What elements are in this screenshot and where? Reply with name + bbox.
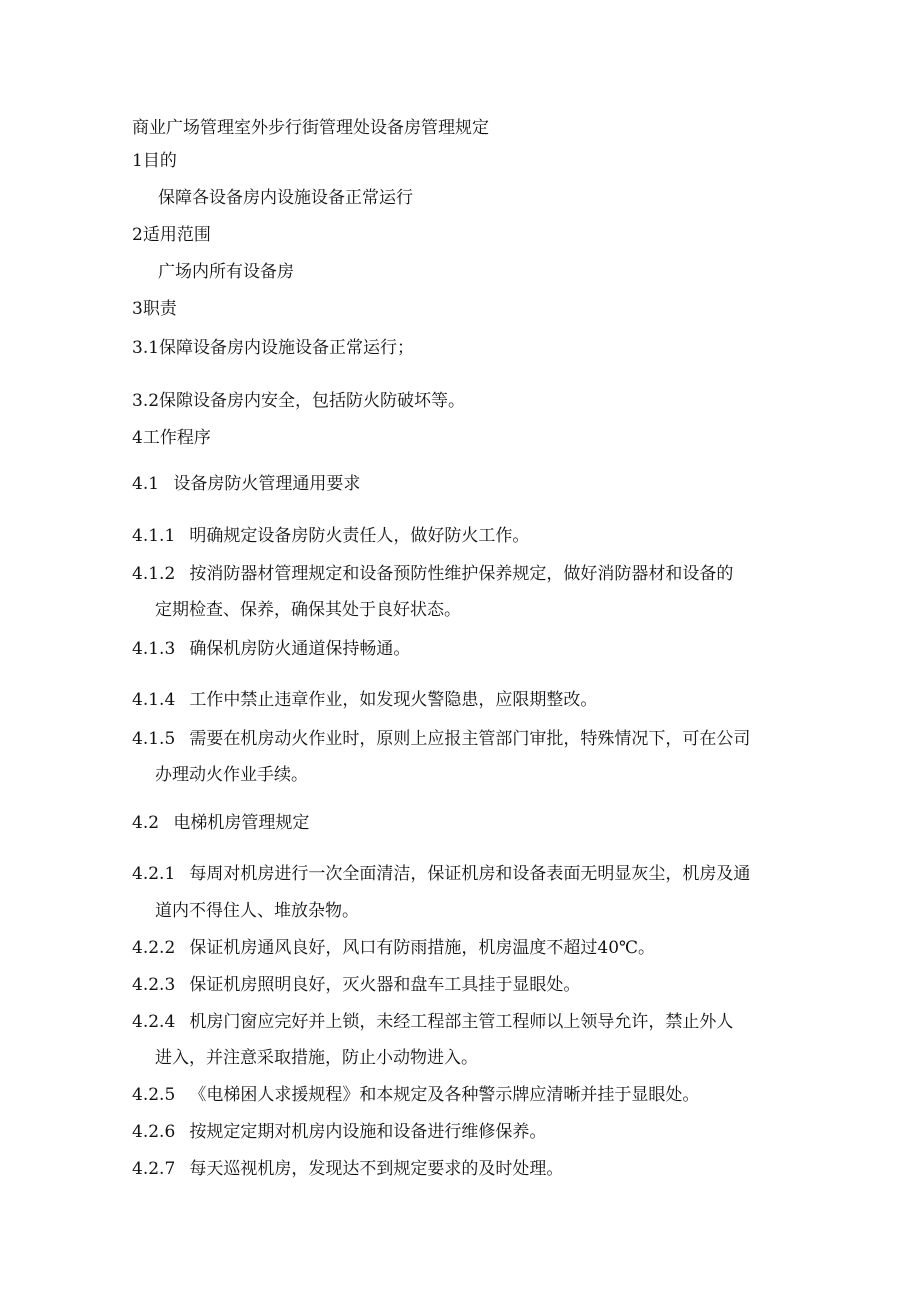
clause <box>132 637 410 661</box>
clause-number: 4.2.1 <box>132 864 176 884</box>
clause-text: 确保机房防火通道保持畅通。 <box>189 639 411 659</box>
section-1-heading: 1目的 <box>132 151 177 171</box>
clause-number: 4.1.4 <box>132 690 176 710</box>
section-2-body: 广场内所有设备房 <box>158 262 294 282</box>
clause <box>132 727 750 751</box>
clause <box>132 562 733 586</box>
clause <box>132 1157 563 1181</box>
subsection-number: 4.2 <box>132 813 160 833</box>
subsection-title: 电梯机房管理规定 <box>173 813 310 833</box>
clause-text: 保证机房照明良好，灭火器和盘车工具挂于显眼处。 <box>189 975 581 995</box>
clause-text: 《电梯困人求援规程》和本规定及各种警示牌应清晰并挂于显眼处。 <box>189 1085 700 1105</box>
clause <box>132 862 750 886</box>
clause <box>132 1010 733 1034</box>
clause <box>132 524 529 548</box>
clause-number: 4.1.2 <box>132 564 176 584</box>
document-title: 商业广场管理室外步行街管理处设备房管理规定 <box>132 118 489 138</box>
clause-number: 4.2.3 <box>132 975 176 995</box>
clause-continuation: 进入，并注意采取措施，防止小动物进入。 <box>155 1048 478 1068</box>
clause-number: 4.2.7 <box>132 1159 176 1179</box>
clause-text: 按消防器材管理规定和设备预防性维护保养规定，做好消防器材和设备的 <box>189 564 734 584</box>
clause-number: 4.2.5 <box>132 1085 176 1105</box>
clause-number: 4.1.5 <box>132 729 176 749</box>
clause-continuation: 定期检查、保养，确保其处于良好状态。 <box>155 600 461 620</box>
clause-text: 保证机房通风良好，风口有防雨措施，机房温度不超过40℃。 <box>189 938 656 958</box>
section-4-heading: 4工作程序 <box>132 428 211 448</box>
clause-number: 4.2.2 <box>132 938 176 958</box>
section-3-heading: 3职责 <box>132 299 177 319</box>
clause <box>132 936 655 960</box>
clause <box>132 1083 699 1107</box>
clause-number: 4.2.6 <box>132 1122 176 1142</box>
clause <box>132 1120 546 1144</box>
clause-text: 工作中禁止违章作业，如发现火警隐患，应限期整改。 <box>189 690 598 710</box>
section-2-heading: 2适用范围 <box>132 225 211 245</box>
clause-continuation: 道内不得住人、堆放杂物。 <box>155 901 359 921</box>
subsection-title: 设备房防火管理通用要求 <box>173 474 361 494</box>
clause-number: 4.2.4 <box>132 1012 176 1032</box>
clause-text: 机房门窗应完好并上锁，未经工程部主管工程师以上领导允许，禁止外人 <box>189 1012 734 1032</box>
clause-text: 按规定定期对机房内设施和设备进行维修保养。 <box>189 1122 547 1142</box>
subsection-4-2-heading <box>132 811 309 835</box>
section-3-item: 3.2保隙设备房内安全，包括防火防破坏等。 <box>132 391 466 411</box>
subsection-4-1-heading <box>132 472 360 496</box>
clause-text: 明确规定设备房防火责任人，做好防火工作。 <box>189 526 530 546</box>
clause-text: 需要在机房动火作业时，原则上应报主管部门审批，特殊情况下，可在公司 <box>189 729 751 749</box>
section-3-item: 3.1保障设备房内设施设备正常运行； <box>132 338 415 358</box>
clause-number: 4.1.1 <box>132 526 176 546</box>
clause-continuation: 办理动火作业手续。 <box>155 765 308 785</box>
subsection-number: 4.1 <box>132 474 160 494</box>
section-1-body: 保障各设备房内设施设备正常运行 <box>158 188 413 208</box>
clause <box>132 688 597 712</box>
clause-text: 每周对机房进行一次全面清洁，保证机房和设备表面无明显灰尘，机房及通 <box>189 864 751 884</box>
clause <box>132 973 580 997</box>
clause-number: 4.1.3 <box>132 639 176 659</box>
clause-text: 每天巡视机房，发现达不到规定要求的及时处理。 <box>189 1159 564 1179</box>
